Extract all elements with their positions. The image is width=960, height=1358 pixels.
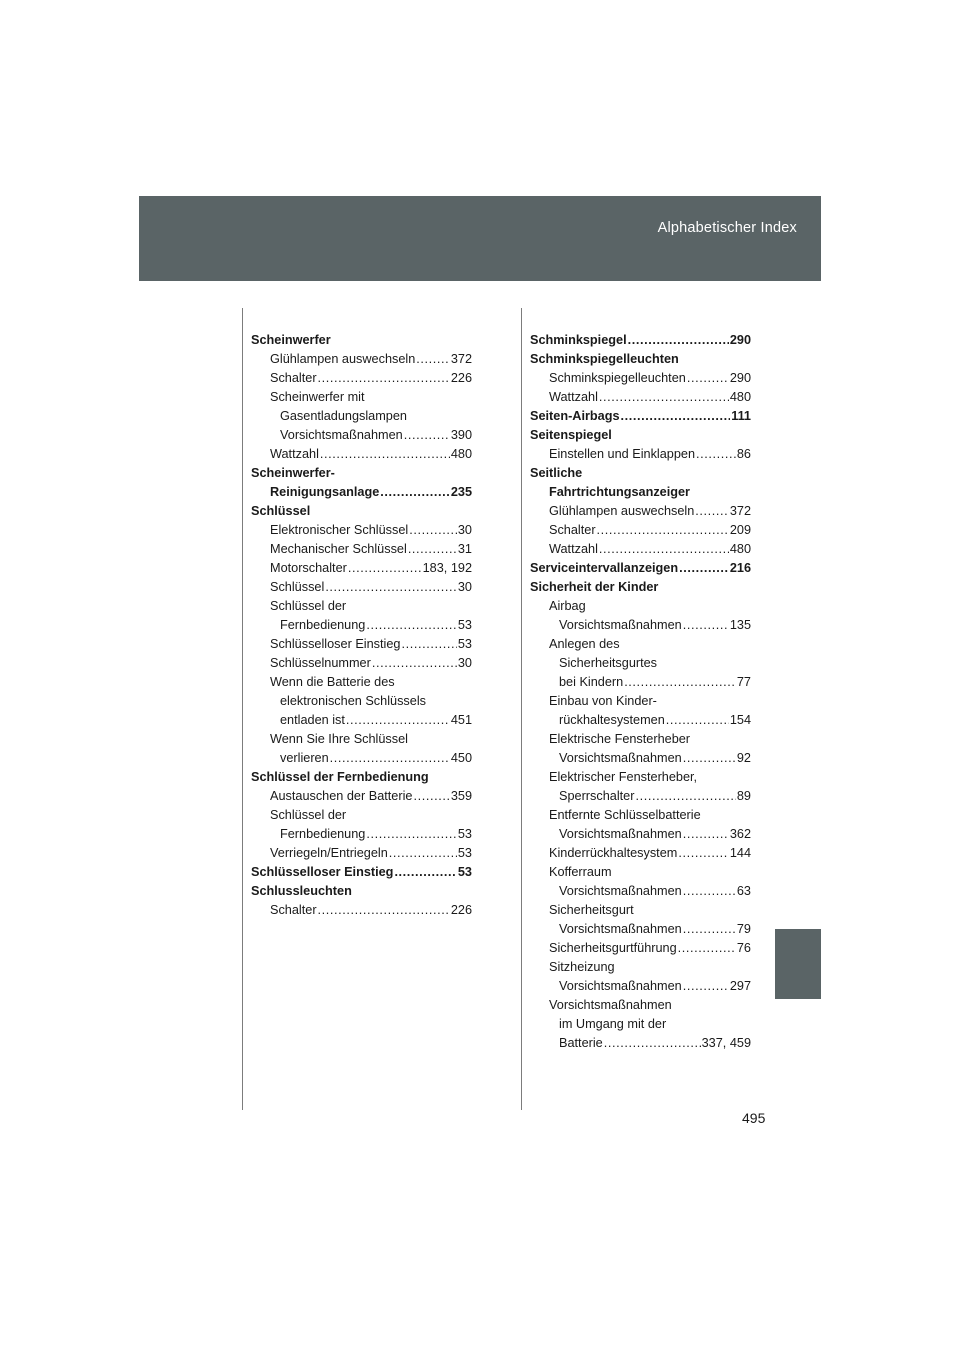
index-entry	[530, 882, 751, 901]
index-entry-page: 290	[729, 371, 751, 385]
index-entry-page: 372	[729, 504, 751, 518]
dot-leader	[408, 540, 457, 559]
index-entry	[530, 635, 751, 654]
index-entry-page: 372	[450, 352, 472, 366]
index-entry-page: 53	[457, 865, 472, 879]
index-entry-label: Wenn die Batterie des	[270, 675, 395, 689]
index-entry	[530, 654, 751, 673]
index-entry-page: 290	[729, 333, 751, 347]
index-entry-label: Schminkspiegelleuchten	[530, 352, 679, 366]
index-entry	[530, 863, 751, 882]
index-entry-page: 53	[457, 846, 472, 860]
index-entry-label: Sitzheizung	[549, 960, 615, 974]
index-entry	[251, 654, 472, 673]
index-entry	[251, 559, 472, 578]
index-entry-page: 480	[450, 447, 472, 461]
index-entry-page: 79	[736, 922, 751, 936]
index-entry-page: 235	[450, 485, 472, 499]
dot-leader	[366, 825, 457, 844]
index-entry-label: Schlüssel	[251, 504, 311, 518]
index-entry-label: Kofferraum	[549, 865, 612, 879]
index-entry	[251, 578, 472, 597]
index-entry-page: 111	[731, 409, 751, 423]
index-entry-label: Einbau von Kinder-	[549, 694, 657, 708]
index-entry-label: Schlüssel der Fernbedienung	[251, 770, 429, 784]
dot-leader	[346, 711, 450, 730]
index-entry-label: Schminkspiegel	[530, 333, 627, 347]
index-entry-label: Vorsichtsmaßnahmen	[280, 428, 403, 442]
index-entry-page: 362	[729, 827, 751, 841]
index-entry-label: Sicherheitsgurtführung	[549, 941, 677, 955]
index-entry-page: 154	[729, 713, 751, 727]
index-entry	[251, 673, 472, 692]
dot-leader	[348, 559, 422, 578]
index-entry-page: 226	[450, 903, 472, 917]
index-entry	[251, 711, 472, 730]
index-entry-label: Kinderrückhaltesystem	[549, 846, 678, 860]
dot-leader	[624, 673, 736, 692]
index-entry-label: Vorsichtsmaßnahmen	[559, 979, 682, 993]
index-entry-page: 144	[729, 846, 751, 860]
index-entry-label: Schlüsselnummer	[270, 656, 371, 670]
index-entry-page: 359	[450, 789, 472, 803]
index-entry-page: 53	[457, 827, 472, 841]
index-entry-label: Schalter	[270, 371, 317, 385]
dot-leader	[401, 635, 456, 654]
dot-leader	[621, 407, 731, 426]
index-entry	[251, 901, 472, 920]
index-entry-label: Scheinwerfer mit	[270, 390, 365, 404]
index-entry	[251, 540, 472, 559]
index-entry	[251, 502, 472, 521]
index-entry	[251, 464, 472, 483]
dot-leader	[597, 521, 729, 540]
index-entry-page: 451	[450, 713, 472, 727]
dot-leader	[683, 825, 729, 844]
index-entry	[251, 521, 472, 540]
index-entry-label: Elektrischer Fensterheber,	[549, 770, 698, 784]
index-entry-label: Airbag	[549, 599, 586, 613]
index-entry-label: Vorsichtsmaßnahmen	[559, 884, 682, 898]
index-entry-page: 30	[457, 523, 472, 537]
index-entry	[530, 502, 751, 521]
index-entry-label: Schlüssel der	[270, 599, 347, 613]
index-entry-page: 183, 192	[422, 561, 472, 575]
index-entry	[530, 958, 751, 977]
index-entry-label: Motorschalter	[270, 561, 347, 575]
index-entry-label: Verriegeln/Entriegeln	[270, 846, 388, 860]
index-entry-page: 450	[450, 751, 472, 765]
index-entry-label: Wenn Sie Ihre Schlüssel	[270, 732, 408, 746]
index-entry-label: Einstellen und Einklappen	[549, 447, 696, 461]
index-entry	[251, 825, 472, 844]
index-entry-label: Entfernte Schlüsselbatterie	[549, 808, 701, 822]
dot-leader	[683, 616, 729, 635]
index-entry	[530, 977, 751, 996]
index-entry-label: Gasentladungslampen	[280, 409, 407, 423]
index-entry	[251, 730, 472, 749]
index-entry	[530, 369, 751, 388]
index-entry-label: Batterie	[559, 1036, 603, 1050]
index-entry	[251, 483, 472, 502]
index-entry	[251, 692, 472, 711]
index-entry	[251, 863, 472, 882]
section-title: Alphabetischer Index	[657, 220, 797, 236]
index-entry	[530, 597, 751, 616]
index-entry-label: bei Kindern	[559, 675, 624, 689]
index-entry	[530, 692, 751, 711]
column-divider-left	[242, 308, 243, 1110]
dot-leader	[413, 787, 449, 806]
index-entry-label: Schalter	[270, 903, 317, 917]
index-entry-label: Wattzahl	[549, 542, 598, 556]
index-entry-page: 216	[729, 561, 751, 575]
index-entry-page: 30	[457, 656, 472, 670]
section-thumb-tab	[775, 929, 821, 999]
index-entry	[530, 350, 751, 369]
index-entry-label: Glühlampen auswechseln	[270, 352, 416, 366]
index-entry-label: Scheinwerfer-	[251, 466, 335, 480]
dot-leader	[372, 654, 457, 673]
dot-leader	[599, 540, 729, 559]
index-entry	[530, 1034, 751, 1053]
index-entry-label: Vorsichtsmaßnahmen	[549, 998, 672, 1012]
index-entry-page: 337, 459	[701, 1036, 751, 1050]
index-entry-page: 63	[736, 884, 751, 898]
index-entry-label: Seitliche	[530, 466, 583, 480]
index-entry-label: Scheinwerfer	[251, 333, 331, 347]
dot-leader	[628, 331, 729, 350]
index-column-right	[530, 331, 751, 1053]
index-entry-page: 480	[729, 542, 751, 556]
dot-leader	[416, 350, 450, 369]
index-entry	[530, 844, 751, 863]
index-entry	[530, 540, 751, 559]
index-entry	[530, 787, 751, 806]
index-entry-page: 77	[736, 675, 751, 689]
index-entry	[530, 445, 751, 464]
dot-leader	[409, 521, 457, 540]
index-entry-label: Sperrschalter	[559, 789, 635, 803]
index-entry-label: Mechanischer Schlüssel	[270, 542, 407, 556]
index-entry	[251, 787, 472, 806]
column-divider-middle	[521, 308, 522, 1110]
index-entry	[530, 407, 751, 426]
index-entry-label: Sicherheitsgurt	[549, 903, 634, 917]
dot-leader	[695, 502, 729, 521]
index-entry-label: Seitenspiegel	[530, 428, 612, 442]
dot-leader	[325, 578, 457, 597]
index-entry-page: 76	[736, 941, 751, 955]
index-entry-page: 86	[736, 447, 751, 461]
index-entry-label: verlieren	[280, 751, 329, 765]
index-entry-label: elektronischen Schlüssels	[280, 694, 426, 708]
index-entry-label: Fernbedienung	[280, 827, 366, 841]
index-entry-label: Vorsichtsmaßnahmen	[559, 827, 682, 841]
index-entry-page: 53	[457, 637, 472, 651]
index-entry	[530, 483, 751, 502]
dot-leader	[679, 559, 729, 578]
index-entry	[530, 939, 751, 958]
index-entry-label: Schlüsselloser Einstieg	[270, 637, 401, 651]
index-entry	[251, 635, 472, 654]
index-column-left	[251, 331, 472, 920]
index-entry	[530, 749, 751, 768]
index-entry	[251, 407, 472, 426]
index-entry-page: 53	[457, 618, 472, 632]
dot-leader	[394, 863, 456, 882]
index-entry-label: Schlussleuchten	[251, 884, 352, 898]
dot-leader	[604, 1034, 701, 1053]
index-entry	[251, 445, 472, 464]
index-entry-label: Vorsichtsmaßnahmen	[559, 922, 682, 936]
index-entry	[530, 730, 751, 749]
index-entry	[251, 768, 472, 787]
index-entry-label: Vorsichtsmaßnahmen	[559, 751, 682, 765]
index-entry	[530, 559, 751, 578]
dot-leader	[320, 445, 450, 464]
index-entry	[530, 996, 751, 1015]
index-entry	[530, 920, 751, 939]
dot-leader	[683, 977, 729, 996]
index-entry-label: Sicherheitsgurtes	[559, 656, 658, 670]
dot-leader	[330, 749, 450, 768]
index-entry-label: rückhaltesystemen	[559, 713, 665, 727]
dot-leader	[389, 844, 457, 863]
index-entry	[530, 388, 751, 407]
index-entry	[530, 426, 751, 445]
index-entry-label: Glühlampen auswechseln	[549, 504, 695, 518]
index-entry-label: Elektrische Fensterheber	[549, 732, 691, 746]
index-entry-page: 297	[729, 979, 751, 993]
index-entry-label: Wattzahl	[549, 390, 598, 404]
index-entry	[251, 388, 472, 407]
index-entry	[251, 369, 472, 388]
index-entry-label: Schalter	[549, 523, 596, 537]
index-entry-label: Wattzahl	[270, 447, 319, 461]
index-entry	[251, 882, 472, 901]
index-entry	[530, 825, 751, 844]
index-entry-label: Sicherheit der Kinder	[530, 580, 659, 594]
dot-leader	[318, 369, 450, 388]
index-entry-label: Anlegen des	[549, 637, 620, 651]
index-entry	[251, 616, 472, 635]
index-entry-label: Seiten-Airbags	[530, 409, 620, 423]
index-entry	[530, 1015, 751, 1034]
dot-leader	[366, 616, 457, 635]
index-entry-label: Fahrtrichtungsanzeiger	[549, 485, 690, 499]
index-entry-label: Schlüsselloser Einstieg	[251, 865, 394, 879]
index-entry-label: im Umgang mit der	[559, 1017, 667, 1031]
index-entry	[530, 711, 751, 730]
index-entry	[251, 844, 472, 863]
index-entry-page: 92	[736, 751, 751, 765]
index-entry	[530, 616, 751, 635]
index-entry-page: 30	[457, 580, 472, 594]
index-entry	[251, 806, 472, 825]
index-entry	[530, 768, 751, 787]
index-entry	[251, 597, 472, 616]
index-entry-label: Schlüssel	[270, 580, 325, 594]
index-entry-page: 209	[729, 523, 751, 537]
dot-leader	[683, 920, 736, 939]
index-entry	[530, 806, 751, 825]
index-entry-label: Fernbedienung	[280, 618, 366, 632]
index-entry-label: Schlüssel der	[270, 808, 347, 822]
dot-leader	[683, 882, 736, 901]
index-entry	[251, 749, 472, 768]
index-entry-label: Vorsichtsmaßnahmen	[559, 618, 682, 632]
dot-leader	[318, 901, 450, 920]
dot-leader	[666, 711, 729, 730]
index-entry	[251, 350, 472, 369]
index-entry-label: Schminkspiegelleuchten	[549, 371, 686, 385]
index-entry-label: entladen ist	[280, 713, 345, 727]
index-entry-label: Reinigungsanlage	[270, 485, 380, 499]
dot-leader	[687, 369, 729, 388]
index-entry	[530, 521, 751, 540]
index-entry-label: Serviceintervallanzeigen	[530, 561, 679, 575]
index-entry	[530, 673, 751, 692]
dot-leader	[683, 749, 736, 768]
index-entry-page: 480	[729, 390, 751, 404]
index-entry-page: 31	[457, 542, 472, 556]
index-entry	[251, 426, 472, 445]
index-entry	[251, 331, 472, 350]
index-entry	[530, 901, 751, 920]
dot-leader	[380, 483, 450, 502]
index-entry-page: 226	[450, 371, 472, 385]
index-entry	[530, 578, 751, 597]
dot-leader	[678, 844, 728, 863]
index-entry-page: 390	[450, 428, 472, 442]
index-entry-label: Elektronischer Schlüssel	[270, 523, 409, 537]
index-entry-page: 135	[729, 618, 751, 632]
index-entry-label: Austauschen der Batterie	[270, 789, 413, 803]
index-entry	[530, 464, 751, 483]
index-entry-page: 89	[736, 789, 751, 803]
dot-leader	[599, 388, 729, 407]
dot-leader	[678, 939, 736, 958]
dot-leader	[404, 426, 450, 445]
dot-leader	[635, 787, 735, 806]
dot-leader	[696, 445, 736, 464]
page-number: 495	[742, 1110, 766, 1126]
index-entry	[530, 331, 751, 350]
header-band	[139, 196, 821, 281]
